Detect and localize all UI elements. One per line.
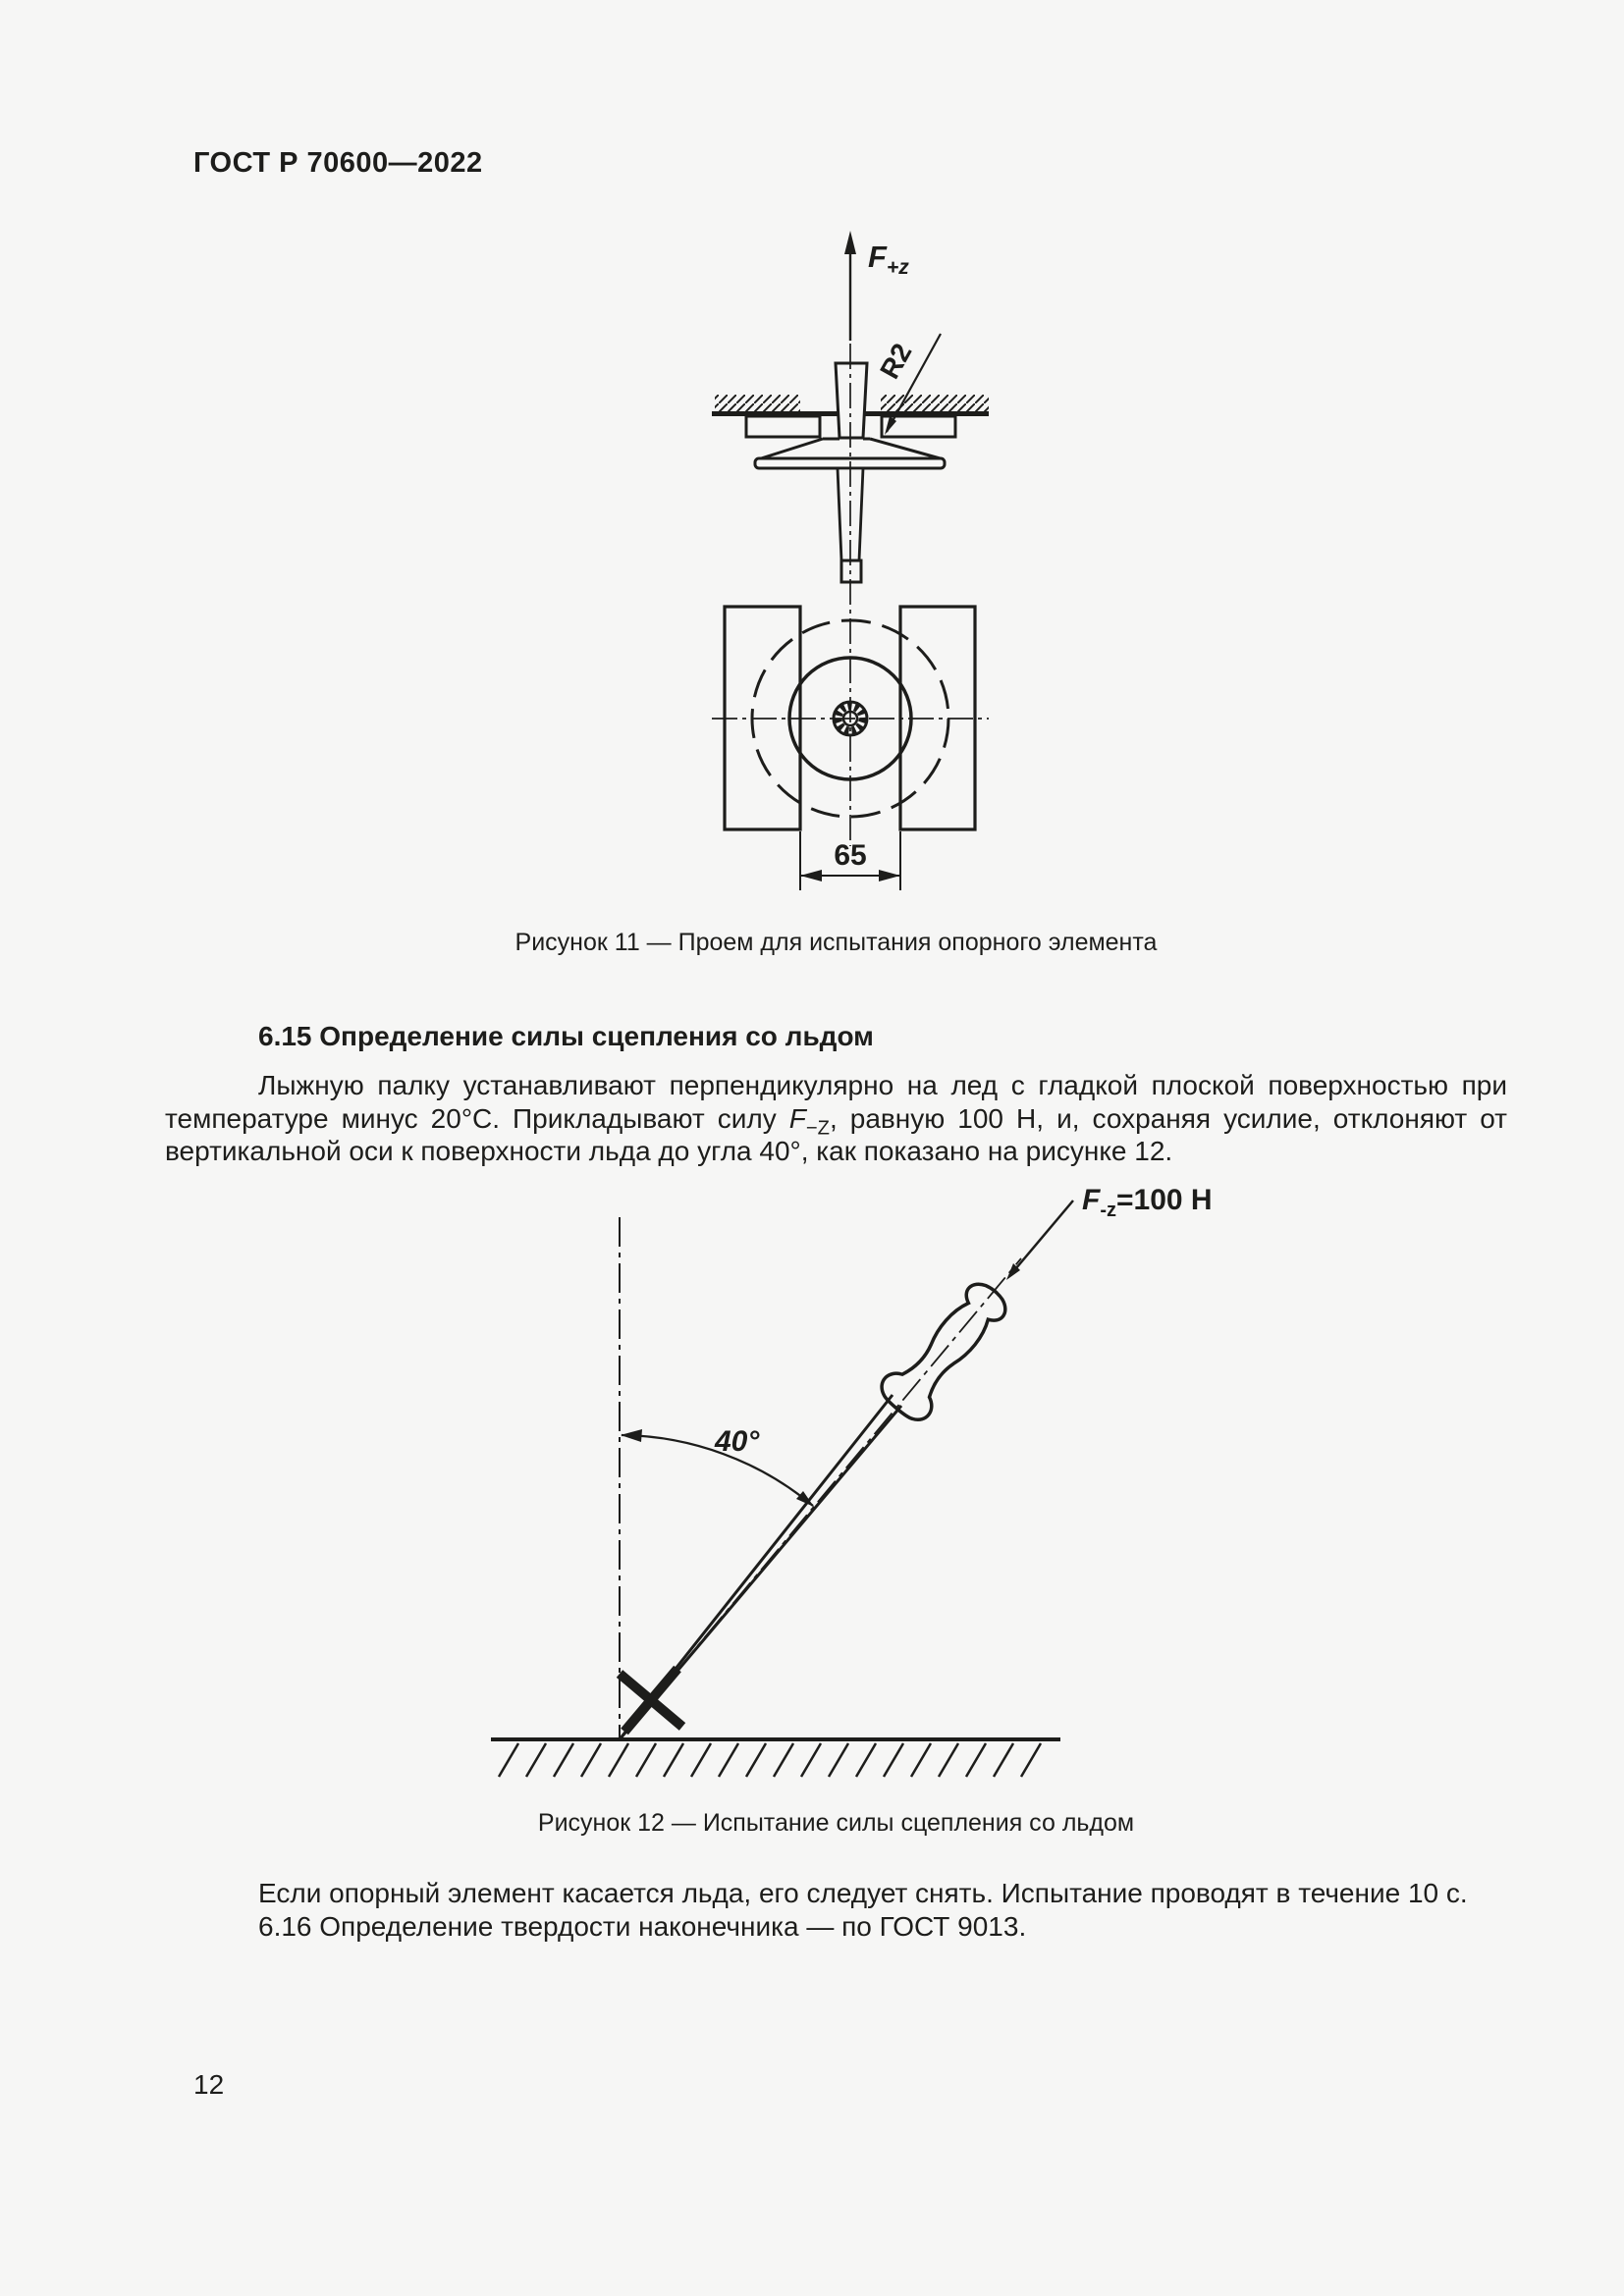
body-paragraph-6-15: [165, 1069, 1507, 1168]
ice-surface: [491, 1739, 1060, 1777]
figure-12-svg: [471, 1173, 1316, 1782]
angle-arc-40: [621, 1425, 814, 1507]
force-label-fz-plus: $F_{+z}$: [868, 240, 909, 279]
page-number: 12: [193, 2069, 225, 2100]
figure-11-drawing: [648, 147, 1051, 898]
force-arrow-fz: [1006, 1201, 1073, 1280]
force-subscript-inline: −Z: [805, 1117, 830, 1140]
dimension-label: 65: [834, 839, 867, 872]
radius-label: R2: [874, 338, 918, 384]
force-arrow-up: [844, 231, 856, 341]
closing-paragraphs: [165, 1877, 1507, 1943]
document-header: ГОСТ Р 70600—2022: [193, 147, 483, 179]
figure-12-caption: Рисунок 12 — Испытание силы сцепления со льдом: [537, 1809, 1135, 1837]
closing-paragraph-1: Если опорный элемент касается льда, его следует снять. Испытание проводят в течение 10 с.: [258, 1878, 1468, 1908]
pole-tip-section: [841, 561, 861, 582]
paragraph-text-part1: Лыжную палку устанавливают перпендикулярно на лед с гладкой плоской поверхностью при температуре минус 20°С. Прикладывают силу: [165, 1070, 1507, 1134]
figure-11-caption: Рисунок 11 — Проем для испытания опорного элемента: [514, 929, 1158, 956]
force-symbol-inline: F: [788, 1102, 806, 1134]
figure-11-svg: [648, 147, 1051, 898]
closing-paragraph-2: 6.16 Определение твердости наконечника — по ГОСТ 9013.: [258, 1910, 1027, 1942]
dimension-65: [800, 831, 900, 890]
pole-tip-cross: [620, 1669, 682, 1732]
figure-12-drawing: [471, 1173, 1316, 1782]
force-label-fz-minus: $F_{-z}=100$ Н: [1082, 1184, 1213, 1221]
section-heading-6-15: 6.15 Определение силы сцепления со льдом: [258, 1021, 874, 1051]
pole-shaft-upper: [836, 363, 867, 438]
paragraph-text-part2: , равную 100 Н, и, сохраняя усилие, отклоняют от вертикальной оси к поверхности льда до угла 40°, как показано на рисунке 12.: [165, 1102, 1508, 1166]
angle-label: 40°: [715, 1425, 760, 1458]
